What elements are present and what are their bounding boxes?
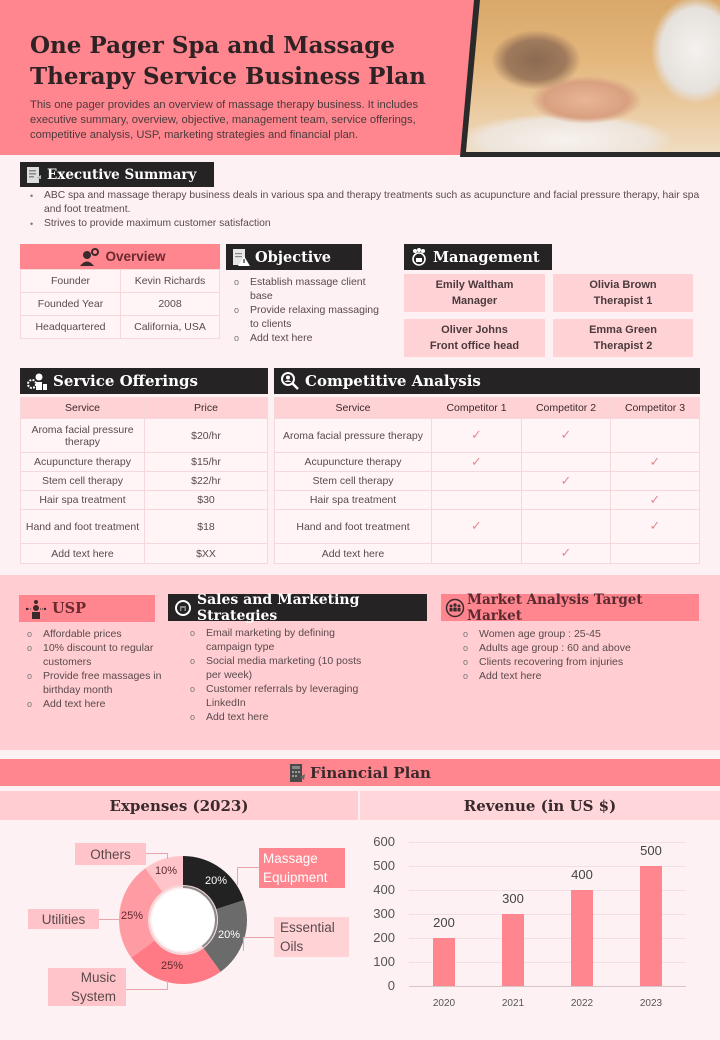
service-offerings-header	[20, 368, 268, 394]
service-cell: Add text here	[21, 544, 145, 564]
overview-label: Founded Year	[21, 293, 121, 316]
list-item: o Adults age group : 60 and above	[457, 641, 697, 655]
bar-value-label: 200	[433, 915, 455, 930]
list-item: o Provide relaxing massaging to clients	[228, 303, 388, 331]
executive-summary-title: Executive Summary	[47, 166, 197, 183]
y-tick: 300	[373, 906, 395, 921]
management-card	[404, 319, 545, 357]
shop-circle-icon	[174, 599, 192, 617]
expenses-donut-chart	[118, 855, 248, 985]
list-item: o Affordable prices	[21, 627, 171, 641]
overview-label: Founder	[21, 270, 121, 293]
gear-person-icon	[26, 372, 48, 390]
check-icon: ✓	[522, 544, 611, 564]
table-row	[275, 453, 700, 472]
column-header: Service	[21, 398, 145, 419]
bar-2022	[571, 890, 593, 986]
team-icon	[410, 248, 428, 266]
check-icon: ✓	[611, 453, 700, 472]
overview-title: Overview	[105, 249, 166, 264]
sales-marketing-title: Sales and Marketing Strategies	[197, 591, 360, 624]
calculator-icon	[289, 763, 305, 783]
spa-massage-photo	[466, 0, 720, 152]
member-role: Manager	[451, 295, 498, 307]
list-item: o Women age group : 25-45	[457, 627, 697, 641]
service-cell: Aroma facial pressure therapy	[275, 419, 432, 453]
bar-2020	[433, 938, 455, 986]
overview-value: California, USA	[121, 316, 220, 339]
competitive-analysis-title: Competitive Analysis	[305, 372, 481, 390]
bar-value-label: 400	[571, 867, 593, 882]
member-name: Olivia Brown	[589, 279, 657, 291]
service-cell: Acupuncture therapy	[21, 453, 145, 472]
column-header: Service	[275, 398, 432, 419]
leader-line	[126, 980, 168, 990]
member-role: Front office head	[429, 340, 520, 352]
check-icon	[432, 472, 522, 491]
y-tick: 500	[373, 858, 395, 873]
check-icon: ✓	[432, 510, 522, 544]
table-row	[21, 491, 268, 510]
table-row	[21, 472, 268, 491]
bar-value-label: 500	[640, 843, 662, 858]
usp-title: USP	[52, 600, 87, 617]
page-description: This one pager provides an overview of massage therapy business. It includes executive summary, overview, objective, management team, service offerings, competitive analysis, USP, marketing strategies and financial plan.	[30, 99, 419, 141]
page-title: One Pager Spa and Massage Therapy Service Business Plan	[30, 32, 426, 90]
list-item: o Clients recovering from injuries	[457, 655, 697, 669]
market-analysis-title: Market Analysis Target Market	[467, 591, 643, 624]
revenue-header	[360, 791, 720, 820]
member-name: Emily Waltham	[435, 279, 514, 291]
list-item: o Establish massage client base	[228, 275, 388, 303]
column-header: Competitor 1	[432, 398, 522, 419]
check-icon: ✓	[432, 453, 522, 472]
overview-label: Headquartered	[21, 316, 121, 339]
slice-label: 10%	[155, 865, 178, 877]
objective-list	[228, 275, 388, 345]
table-row	[275, 510, 700, 544]
legend-massage-equipment: Massage Equipment	[259, 848, 345, 888]
overview-value: Kevin Richards	[121, 270, 220, 293]
table-row	[275, 472, 700, 491]
revenue-title: Revenue (in US $)	[463, 796, 617, 815]
sales-marketing-list	[184, 626, 364, 724]
overview-header	[20, 244, 220, 269]
list-item: o Social media marketing (10 posts per week)	[184, 654, 364, 682]
check-icon	[522, 453, 611, 472]
service-cell: Hand and foot treatment	[275, 510, 432, 544]
column-header: Competitor 2	[522, 398, 611, 419]
check-icon: ✓	[611, 510, 700, 544]
clipboard-warning-icon	[232, 248, 250, 266]
market-analysis-header	[441, 591, 699, 624]
usp-header	[19, 595, 155, 622]
expenses-header	[0, 791, 358, 820]
competitive-analysis-table	[274, 397, 700, 564]
check-icon	[611, 419, 700, 453]
usp-list	[21, 627, 171, 711]
financial-plan-header	[0, 759, 720, 786]
y-tick: 100	[373, 954, 395, 969]
objective-header	[226, 244, 362, 270]
competitive-analysis-header	[274, 368, 700, 394]
list-item: o Add text here	[21, 697, 171, 711]
table-row	[21, 453, 268, 472]
table-header-row	[275, 398, 700, 419]
expenses-title: Expenses (2023)	[109, 796, 249, 815]
check-icon: ✓	[432, 419, 522, 453]
revenue-bar-chart	[355, 830, 720, 1030]
overview-value: 2008	[121, 293, 220, 316]
management-title: Management	[433, 248, 540, 266]
slice-label: 20%	[205, 875, 228, 887]
check-icon: ✓	[522, 419, 611, 453]
bar-2021	[502, 914, 524, 986]
user-chat-icon	[80, 248, 100, 266]
price-cell: $15/hr	[145, 453, 268, 472]
service-cell: Hair spa treatment	[21, 491, 145, 510]
search-person-icon	[280, 372, 300, 390]
list-item: o Customer referrals by leveraging LinkedIn	[184, 682, 364, 710]
management-card	[553, 319, 693, 357]
legend-others: Others	[75, 843, 146, 865]
table-row	[21, 544, 268, 564]
legend-utilities: Utilities	[28, 909, 99, 929]
slice-label: 20%	[218, 929, 241, 941]
list-item: o Provide free massages in birthday month	[21, 669, 171, 697]
member-name: Oliver Johns	[441, 324, 508, 336]
management-card	[404, 274, 545, 312]
management-card	[553, 274, 693, 312]
table-row	[21, 316, 220, 339]
legend-music-system: Music System	[48, 968, 126, 1006]
table-row	[275, 491, 700, 510]
member-role: Therapist 2	[593, 340, 653, 352]
management-header	[404, 244, 552, 270]
market-analysis-list	[457, 627, 697, 683]
list-item: • Strives to provide maximum customer satisfaction	[22, 217, 712, 231]
legend-essential-oils: Essential Oils	[274, 917, 349, 957]
table-row	[21, 510, 268, 544]
bar-value-label: 300	[502, 891, 524, 906]
x-tick: 2020	[432, 998, 456, 1009]
service-cell: Add text here	[275, 544, 432, 564]
check-icon	[522, 510, 611, 544]
overview-table	[20, 269, 220, 339]
y-tick: 400	[373, 882, 395, 897]
bar-2023	[640, 866, 662, 986]
list-item: o Add text here	[228, 331, 388, 345]
check-icon	[432, 544, 522, 564]
check-icon	[611, 472, 700, 491]
sales-marketing-header	[168, 591, 427, 624]
list-item: o Email marketing by defining campaign type	[184, 626, 364, 654]
leader-line	[237, 867, 259, 885]
check-icon: ✓	[522, 472, 611, 491]
executive-summary-header	[20, 162, 214, 187]
service-cell: Stem cell therapy	[21, 472, 145, 491]
slice-label: 25%	[161, 960, 184, 972]
x-tick: 2021	[501, 998, 525, 1009]
slice-label: 25%	[121, 910, 144, 922]
list-item: o 10% discount to regular customers	[21, 641, 171, 669]
y-tick: 200	[373, 930, 395, 945]
table-header-row	[21, 398, 268, 419]
service-cell: Acupuncture therapy	[275, 453, 432, 472]
price-cell: $22/hr	[145, 472, 268, 491]
x-axis	[409, 986, 686, 987]
table-row	[21, 419, 268, 453]
list-item: o Add text here	[457, 669, 697, 683]
network-person-icon	[25, 599, 47, 619]
y-tick: 0	[387, 978, 395, 993]
service-cell: Aroma facial pressure therapy	[21, 419, 145, 453]
group-circle-icon	[445, 598, 465, 618]
check-icon	[611, 544, 700, 564]
service-cell: Stem cell therapy	[275, 472, 432, 491]
service-cell: Hair spa treatment	[275, 491, 432, 510]
price-cell: $30	[145, 491, 268, 510]
list-item: o Add text here	[184, 710, 364, 724]
price-cell: $20/hr	[145, 419, 268, 453]
document-icon	[26, 166, 42, 184]
objective-title: Objective	[255, 248, 331, 266]
member-role: Therapist 1	[593, 295, 653, 307]
y-tick: 600	[373, 834, 395, 849]
financial-plan-title: Financial Plan	[310, 763, 431, 782]
member-name: Emma Green	[589, 324, 657, 336]
column-header: Competitor 3	[611, 398, 700, 419]
price-cell: $18	[145, 510, 268, 544]
table-row	[275, 544, 700, 564]
check-icon	[432, 491, 522, 510]
service-offerings-table	[20, 397, 268, 564]
x-tick: 2022	[570, 998, 594, 1009]
executive-summary-list	[22, 189, 712, 231]
service-cell: Hand and foot treatment	[21, 510, 145, 544]
check-icon	[522, 491, 611, 510]
service-offerings-title: Service Offerings	[53, 372, 198, 390]
price-cell: $XX	[145, 544, 268, 564]
table-row	[21, 293, 220, 316]
table-row	[21, 270, 220, 293]
list-item: • ABC spa and massage therapy business deals in various spa and therapy treatments such as acupuncture and facial pressure therapy, hair spa and foot treatment.	[22, 189, 712, 217]
column-header: Price	[145, 398, 268, 419]
x-tick: 2023	[639, 998, 663, 1009]
leader-line	[99, 919, 119, 920]
check-icon: ✓	[611, 491, 700, 510]
leader-line	[146, 853, 168, 859]
table-row	[275, 419, 700, 453]
leader-line	[243, 937, 274, 951]
